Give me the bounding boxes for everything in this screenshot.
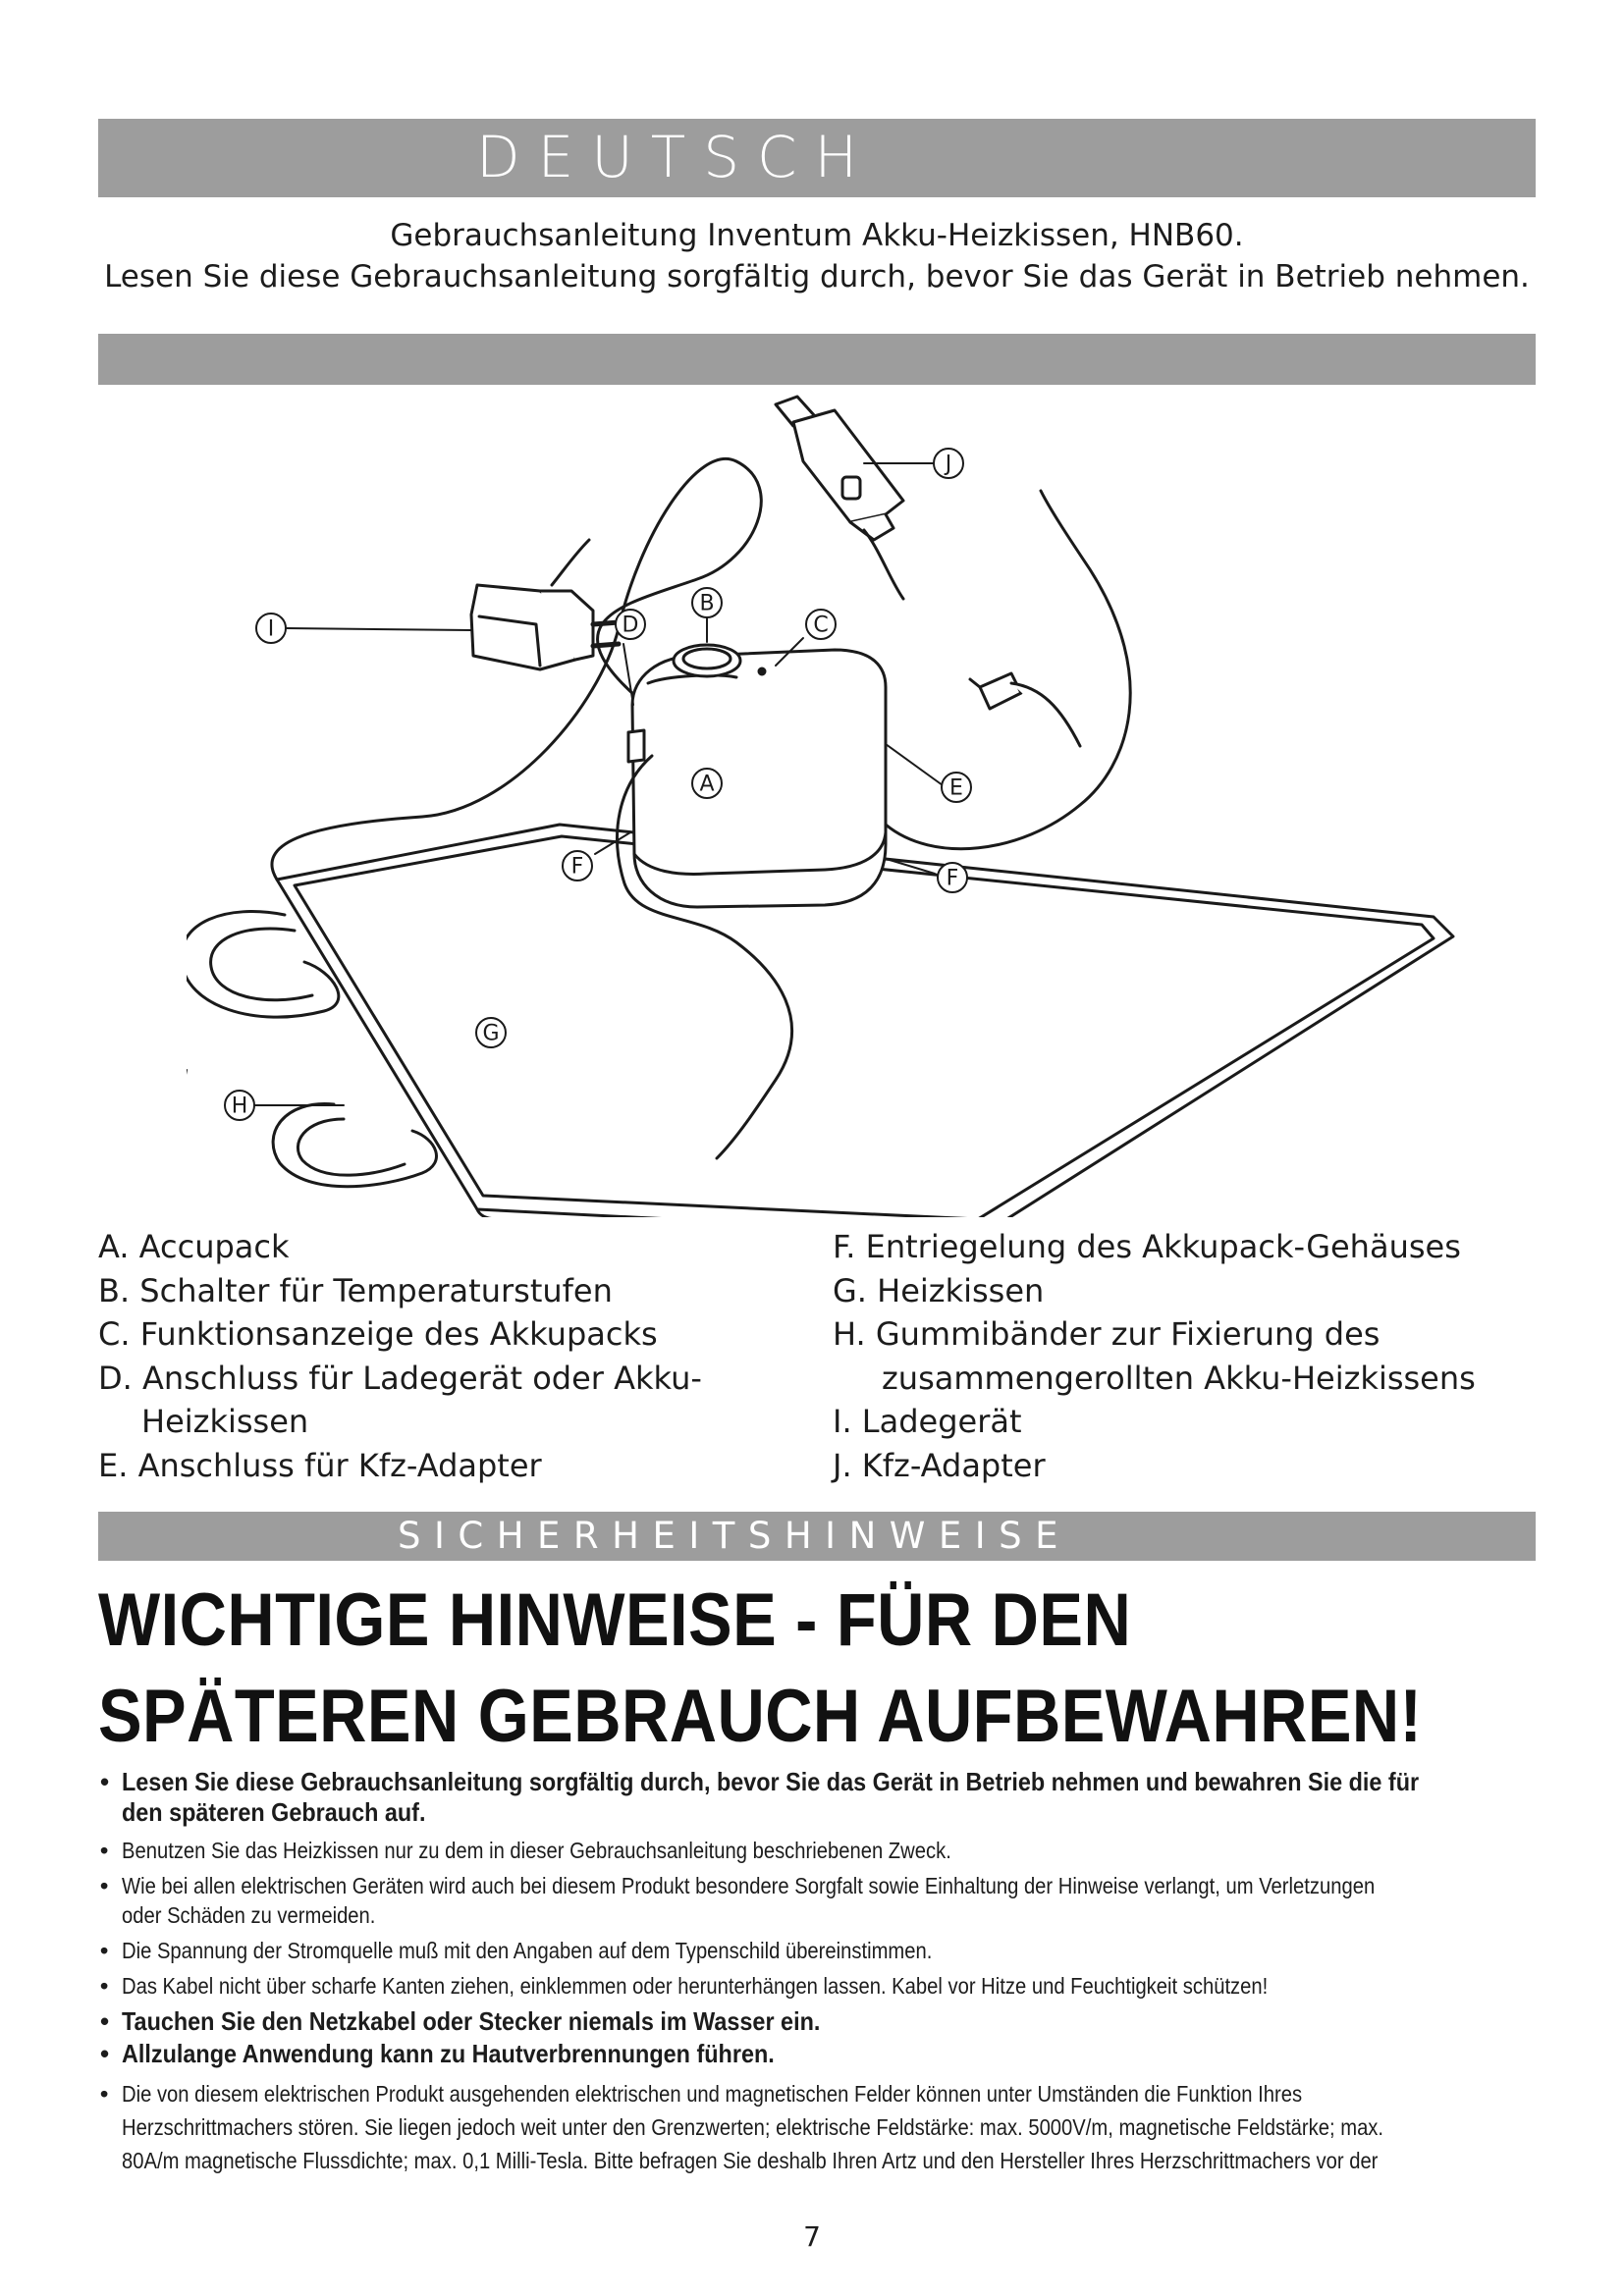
safety-section-title: SICHERHEITSHINWEISE <box>398 1515 1071 1557</box>
callout-label-h: H <box>231 1094 248 1119</box>
safety-bullet: • Die von diesem elektrischen Produkt ausgehenden elektrischen und magnetischen Felder können unter Umständen die Funktion Ihres Herzschrittmachers stören. Sie liegen jedoch weit unter den Grenzwerten; elektrische Feldstärke: max. 5000V/m, magnetische Feldstärke; max. 80A/m magnetische Flussdichte; max. 0,1 Milli-Tesla. Bitte befragen Sie deshalb Ihren Artz und den Hersteller Ihres Herzschrittmachers vor der <box>98 2077 1532 2177</box>
car-adapter-drawing <box>776 397 903 599</box>
legend-item-f: F. Entriegelung des Akkupack-Gehäuses <box>833 1228 1461 1265</box>
charger-drawing <box>471 540 619 669</box>
legend-item-h: H. Gummibänder zur Fixierung des <box>833 1315 1380 1353</box>
callout-label-j: J <box>945 452 952 477</box>
legend-item-e: E. Anschluss für Kfz-Adapter <box>98 1446 542 1484</box>
safety-bullet: • Die Spannung der Stromquelle muß mit den Angaben auf dem Typenschild übereinstimmen. <box>98 1936 1532 1965</box>
intro-title: Gebrauchsanleitung Inventum Akku-Heizkissen, HNB60. <box>390 218 1244 253</box>
legend-left-column <box>98 1225 702 1487</box>
legend-item-h-continued: zusammengerollten Akku-Heizkissens <box>882 1359 1476 1397</box>
legend-item-d: D. Anschluss für Ladegerät oder Akku- <box>98 1359 702 1397</box>
safety-bullet: • Das Kabel nicht über scharfe Kanten ziehen, einklemmen oder herunterhängen lassen. Kabel vor Hitze und Feuchtigkeit schützen! <box>98 1971 1532 2001</box>
accupack-drawing <box>628 645 886 907</box>
callout-label-d: D <box>622 613 639 638</box>
product-illustration <box>187 393 1502 1217</box>
headline-line-1: WICHTIGE HINWEISE - FÜR DEN <box>98 1578 1132 1662</box>
intro-instruction: Lesen Sie diese Gebrauchsanleitung sorgfältig durch, bevor Sie das Gerät in Betrieb nehmen. <box>104 259 1530 294</box>
safety-bullet: • Lesen Sie diese Gebrauchsanleitung sorgfältig durch, bevor Sie das Gerät in Betrieb nehmen und bewahren Sie die für den späteren Gebrauch auf. <box>98 1767 1532 1828</box>
language-header-bar <box>98 119 1536 197</box>
legend-item-d-continued: Heizkissen <box>141 1403 309 1440</box>
safety-bullet: • Wie bei allen elektrischen Geräten wird auch bei diesem Produkt besondere Sorgfalt sowie Einhaltung der Hinweise verlangt, um Verletzungen oder Schäden zu vermeiden. <box>98 1871 1532 1930</box>
safety-bullet-bold: • Allzulange Anwendung kann zu Hautverbrennungen führen. <box>98 2039 1532 2069</box>
legend-item-g: G. Heizkissen <box>833 1271 1045 1309</box>
legend-item-j: J. Kfz-Adapter <box>833 1446 1046 1484</box>
legend-item-i: I. Ladegerät <box>833 1403 1022 1440</box>
callout-label-f-left: F <box>570 854 584 880</box>
callout-label-i: I <box>267 616 275 642</box>
safety-section-bar <box>98 1512 1536 1561</box>
legend-item-b: B. Schalter für Temperaturstufen <box>98 1271 613 1309</box>
safety-bullet-list <box>98 1767 1532 2183</box>
legend-right-column <box>833 1225 1476 1487</box>
callout-label-a: A <box>699 772 715 797</box>
dc-plug-drawing <box>970 673 1080 746</box>
safety-bullet: • Benutzen Sie das Heizkissen nur zu dem in dieser Gebrauchsanleitung beschriebenen Zweck. <box>98 1836 1532 1865</box>
safety-bullet-bold: • Tauchen Sie den Netzkabel oder Stecker niemals im Wasser ein. <box>98 2006 1532 2037</box>
callout-label-f-right: F <box>946 866 959 891</box>
legend-item-a: A. Accupack <box>98 1228 290 1265</box>
callout-label-b: B <box>699 591 715 616</box>
legend-item-c: C. Funktionsanzeige des Akkupacks <box>98 1315 658 1353</box>
headline-line-2: SPÄTEREN GEBRAUCH AUFBEWAHREN! <box>98 1675 1423 1758</box>
page-number: 7 <box>803 2220 821 2253</box>
callout-label-e: E <box>949 775 963 801</box>
callout-label-c: C <box>813 613 829 638</box>
section-divider-bar <box>98 334 1536 385</box>
language-title: DEUTSCH <box>476 124 876 190</box>
callout-label-g: G <box>482 1021 500 1046</box>
